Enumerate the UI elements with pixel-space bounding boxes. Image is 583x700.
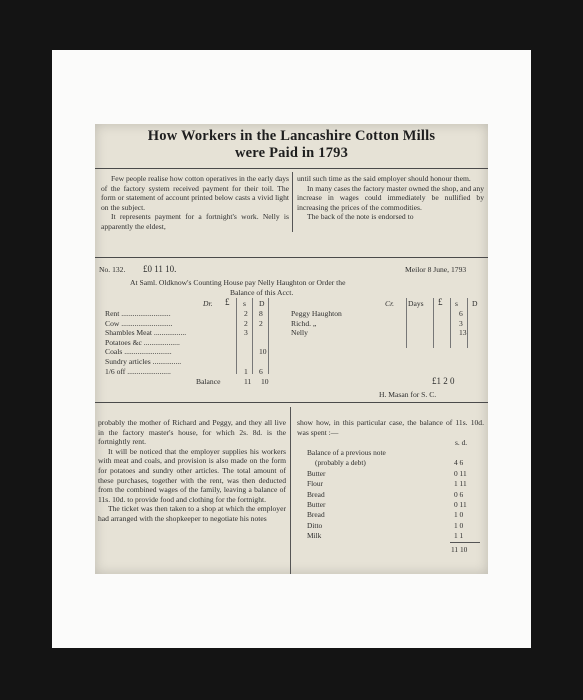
debit-item-label: Shambles Meat ................. [105,328,187,338]
spend-item-label: Balance of a previous note [307,448,386,457]
spend-total-rule [450,542,480,543]
spend-item-label: Butter [307,500,326,509]
spend-item-label: (probably a debt) [315,458,366,468]
balance-label: Balance [196,377,221,386]
debit-item-shillings: 1 [244,366,248,376]
spend-item-value: 1 11 [454,479,467,489]
left-column-bottom [98,418,286,524]
shilling-header-left: s [243,299,246,308]
pence-header-left: D [259,299,265,308]
note-signature: H. Masan for S. C. [379,390,437,399]
days-line-2 [433,298,434,348]
note-top-rule [95,257,488,258]
debit-item-pence: 8 [259,309,263,318]
balance-pence: 10 [261,377,269,386]
credit-item-label: Peggy Haughton [291,309,342,318]
paragraph: Few people realise how cotton operatives in the early days of the factory system received payment for their toil. The form or statement of account printed below casts a vivid light on the subject. [101,174,289,212]
paragraph: In many cases the factory master owned the shop, and any increase in wages could immediately be nullified by increasing the prices of the commodities. [297,183,484,212]
credit-item-shillings: 6 [459,309,463,318]
balance-shillings: 11 [244,377,252,386]
spend-item-label: Milk [307,531,322,541]
pound-header-right: £ [438,297,443,307]
debit-item-shillings: 2 [244,318,248,328]
lsd-line-1 [236,298,237,374]
credit-item-label: Richd. „ [291,318,317,328]
credit-item-shillings: 13 [459,328,467,338]
debit-item-pence: 10 [259,347,267,357]
spend-item-label: Bread [307,510,325,520]
days-line-4 [467,298,468,348]
note-amount: £0 11 10. [143,264,177,274]
spend-item-value: 0 6 [454,489,464,499]
note-instruction: At Saml. Oldknow's Counting House pay Nelly Haughton or Order the [130,278,346,287]
credit-item-shillings: 3 [459,318,463,328]
debit-item-label: 1/6 off ....................... [105,366,171,376]
spend-item-value: 0 11 [454,468,467,478]
spend-item-label: Bread [307,489,325,499]
paragraph: The back of the note is endorsed to [307,212,414,222]
note-total: £1 2 0 [432,376,455,386]
note-bottom-rule [95,402,488,403]
days-header: Days [408,299,424,308]
spend-item-value: 1 0 [454,510,464,520]
spend-item-value: 0 11 [454,500,467,509]
spend-item-label: Flour [307,479,324,489]
spend-total: 11 10 [451,545,468,554]
spend-item-value: 1 0 [454,520,464,530]
debit-item-label: Coals ......................... [105,347,172,357]
paragraph: until such time as the said employer should honour them. [297,174,471,183]
note-balance-line: Balance of this Acct. [230,288,294,297]
debit-item-label: Potatoes &c ................... [105,337,180,347]
spend-item-value: 4 6 [454,458,464,468]
paragraph: It will be noticed that the employer supplies his workers with meat and coals, and provision is also made on the form for potatoes and sundry other articles. The total amount of these purchases, together with the rent, was then deducted from the combined wages of the family, leaving a balance of 11s. 10d. to provide food and clothing for the fortnight. [98,446,286,504]
pence-header-right: D [472,299,478,308]
debit-item-pence: 2 [259,318,263,328]
cr-header: Cr. [385,299,395,308]
debit-item-label: Cow ........................... [105,318,173,328]
debit-item-label: Rent .......................... [105,309,171,318]
lsd-line-2 [252,298,253,374]
article-title: How Workers in the Lancashire Cotton Mills were Paid in 1793 [147,128,436,161]
dr-header: Dr. [203,299,213,308]
note-place-date: Meilor 8 June, 1793 [405,265,467,274]
right-column-top [297,174,484,222]
column-divider-top [292,172,293,232]
debit-item-pence: 6 [259,366,263,376]
newspaper-clipping [95,124,488,574]
spend-item-label: Ditto [307,520,323,530]
debit-item-shillings: 3 [244,328,248,338]
title-rule [95,168,488,169]
spend-item-value: 1 1 [454,531,464,541]
days-line-1 [406,298,407,348]
shilling-header-right: s [455,299,458,308]
pound-header-left: £ [225,297,230,307]
note-number: No. 132. [99,265,126,274]
credit-item-label: Nelly [291,328,308,338]
paragraph: It represents payment for a fortnight's work. Nelly is apparently the eldest, [101,212,289,231]
paragraph: probably the mother of Richard and Peggy, and they all live in the factory master's house, for which 2s. 8d. is the fortnightly rent. [98,418,286,447]
paragraph: The ticket was then taken to a shop at which the employer had arranged with the shopkeeper to negotiate his notes [98,504,286,523]
spend-item-label: Butter [307,468,326,478]
right-column-bottom-intro: show how, in this particular case, the balance of 11s. 10d. was spent :— [297,418,484,437]
spend-header-sd: s. d. [455,438,468,447]
column-divider-bottom [290,407,291,574]
debit-item-shillings: 2 [244,309,248,318]
debit-item-label: Sundry articles ............... [105,357,182,366]
left-column-top [101,174,289,232]
days-line-3 [450,298,451,348]
lsd-line-3 [268,298,269,374]
